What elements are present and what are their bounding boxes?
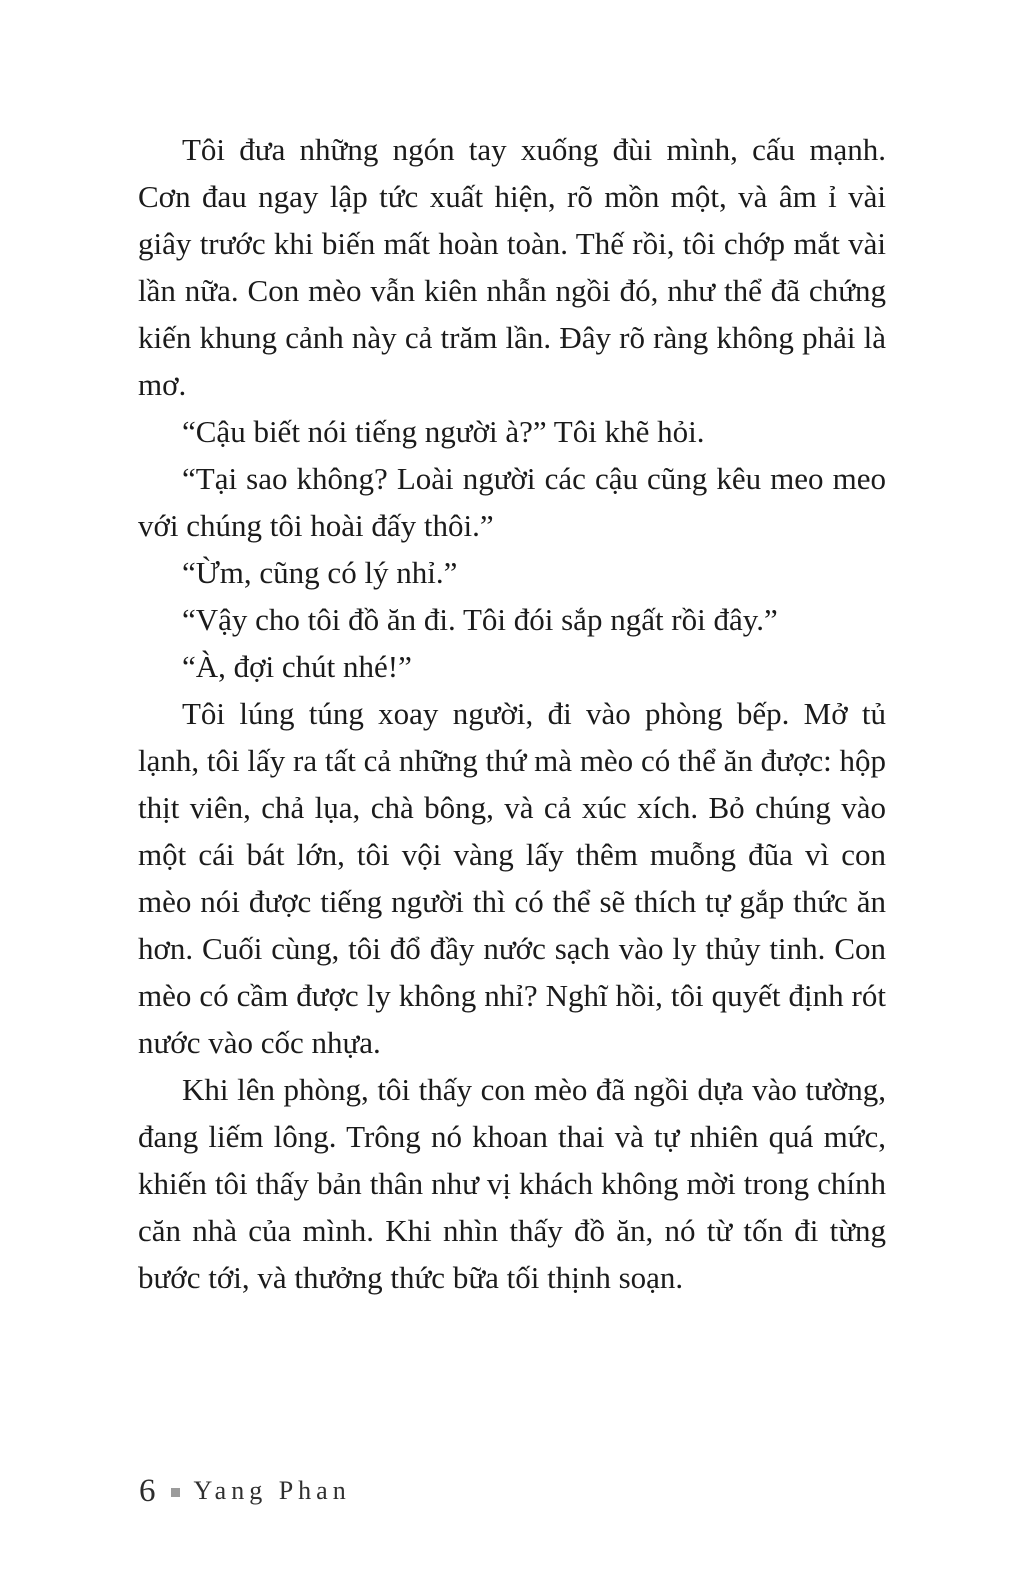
square-bullet-icon xyxy=(171,1488,180,1497)
paragraph-dialogue-3: “Ừm, cũng có lý nhỉ.” xyxy=(182,555,458,590)
paragraph-narrative-3: Khi lên phòng, tôi thấy con mèo đã ngồi dựa vào tường, đang liếm lông. Trông nó khoan thai và tự nhiên quá mức, khiến tôi thấy bản thân như vị khách không mời trong chính căn nhà của mình. Khi nhìn thấy đồ ăn, nó từ tốn đi từng bước tới, và thưởng thức bữa tối thịnh soạn. xyxy=(138,1072,886,1295)
page-number: 6 xyxy=(139,1472,156,1509)
paragraph-narrative-1: Tôi đưa những ngón tay xuống đùi mình, cấu mạnh. Cơn đau ngay lập tức xuất hiện, rõ mồn một, và âm ỉ vài giây trước khi biến mất hoàn toàn. Thế rồi, tôi chớp mắt vài lần nữa. Con mèo vẫn kiên nhẫn ngồi đó, như thể đã chứng kiến khung cảnh này cả trăm lần. Đây rõ ràng không phải là mơ. xyxy=(138,132,886,402)
page-text xyxy=(138,126,886,1301)
author-name: Yang Phan xyxy=(193,1476,351,1505)
paragraph-dialogue-5: “À, đợi chút nhé!” xyxy=(182,649,412,684)
page-footer xyxy=(139,1467,351,1515)
paragraph-dialogue-1: “Cậu biết nói tiếng người à?” Tôi khẽ hỏi. xyxy=(182,414,705,449)
paragraph-dialogue-2: “Tại sao không? Loài người các cậu cũng kêu meo meo với chúng tôi hoài đấy thôi.” xyxy=(138,461,886,543)
paragraph-narrative-2: Tôi lúng túng xoay người, đi vào phòng bếp. Mở tủ lạnh, tôi lấy ra tất cả những thứ mà mèo có thể ăn được: hộp thịt viên, chả lụa, chà bông, và cả xúc xích. Bỏ chúng vào một cái bát lớn, tôi vội vàng lấy thêm muỗng đũa vì con mèo nói được tiếng người thì có thể sẽ thích tự gắp thức ăn hơn. Cuối cùng, tôi đổ đầy nước sạch vào ly thủy tinh. Con mèo có cầm được ly không nhỉ? Nghĩ hồi, tôi quyết định rót nước vào cốc nhựa. xyxy=(138,696,886,1060)
paragraph-dialogue-4: “Vậy cho tôi đồ ăn đi. Tôi đói sắp ngất rồi đây.” xyxy=(182,602,778,637)
